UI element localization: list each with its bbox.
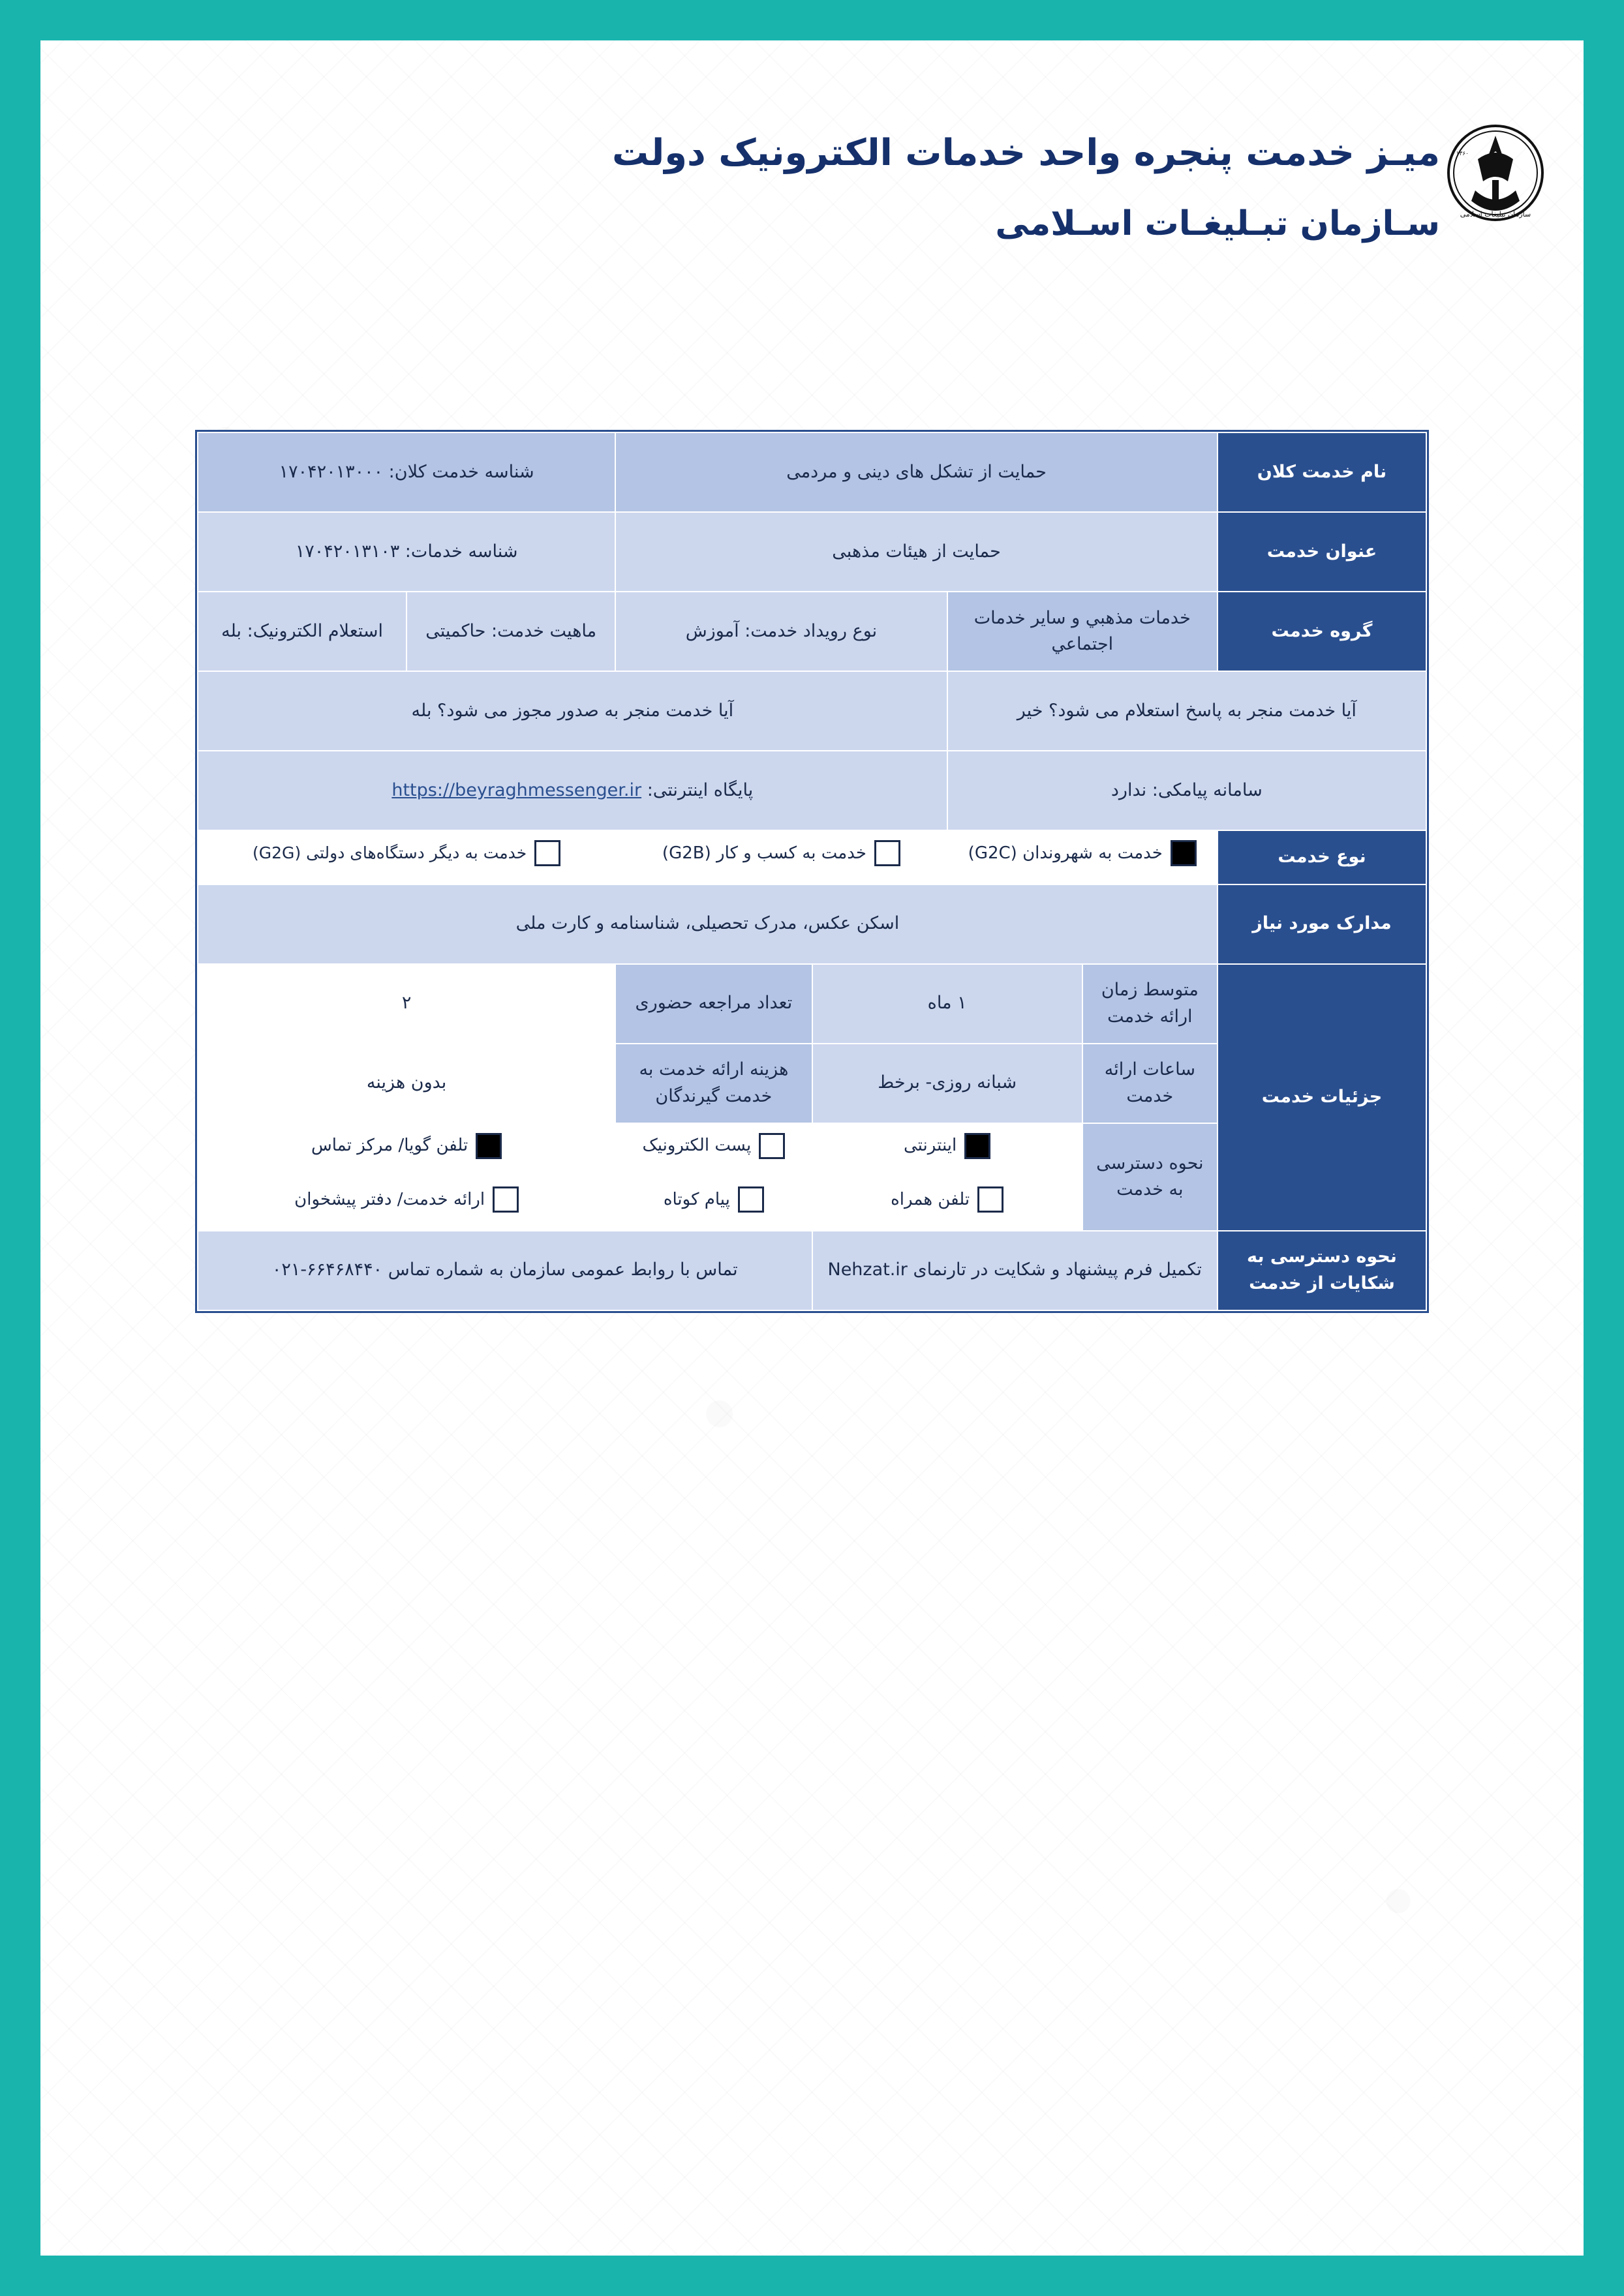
website-label: پایگاه اینترنتی:	[647, 779, 754, 800]
document-sheet	[40, 40, 1584, 2256]
event-type-value: نوع رویداد خدمت: آموزش	[615, 592, 947, 671]
access-option-mobile-label: تلفن همراه	[891, 1189, 970, 1209]
checkbox-office[interactable]	[493, 1186, 519, 1213]
macro-service-id: شناسه خدمت کلان: ۱۷۰۴۲۰۱۳۰۰۰	[198, 432, 615, 512]
inquiry-answer-value: آیا خدمت منجر به پاسخ استعلام می شود؟ خیر	[947, 671, 1426, 751]
table-row	[198, 830, 1426, 884]
macro-service-name-label: نام خدمت کلان	[1218, 432, 1426, 512]
cost-label: هزینه ارائه خدمت به خدمت گیرندگان	[615, 1044, 812, 1123]
access-option-office-label: ارائه خدمت/ دفتر پیشخوان	[294, 1189, 485, 1209]
header-titles	[612, 132, 1440, 243]
document-header	[80, 93, 1544, 295]
svg-text:سازمان تبلیغات اسلامی: سازمان تبلیغات اسلامی	[1460, 210, 1531, 219]
service-group-label: گروه خدمت	[1218, 592, 1426, 671]
table-row	[198, 964, 1426, 1044]
checkbox-internet[interactable]	[964, 1133, 990, 1159]
access-option-call-center-label: تلفن گویا/ مرکز تماس	[311, 1136, 468, 1155]
checkbox-g2c[interactable]	[1171, 840, 1197, 866]
service-title-value: حمایت از هیئات مذهبی	[615, 512, 1218, 592]
service-type-option-g2b[interactable]	[615, 830, 947, 884]
documents-label: مدارک مورد نیاز	[1218, 884, 1426, 964]
service-id: شناسه خدمات: ۱۷۰۴۲۰۱۳۱۰۳	[198, 512, 615, 592]
table-row	[198, 671, 1426, 751]
electronic-inquiry-value: استعلام الکترونیک: بله	[198, 592, 406, 671]
service-type-option-g2g[interactable]	[198, 830, 615, 884]
table-row	[198, 1231, 1426, 1310]
documents-value: اسکن عکس، مدرک تحصیلی، شناسنامه و کارت ملی	[198, 884, 1218, 964]
access-option-internet[interactable]	[812, 1123, 1082, 1177]
checkbox-sms[interactable]	[738, 1186, 764, 1213]
visits-label: تعداد مراجعه حضوری	[615, 964, 812, 1044]
service-table	[197, 432, 1427, 1311]
macro-service-name-value: حمایت از تشکل های دینی و مردمی	[615, 432, 1218, 512]
table-row	[198, 751, 1426, 830]
complaints-label: نحوه دسترسی به شکایات از خدمت	[1218, 1231, 1426, 1310]
checkbox-mobile[interactable]	[977, 1186, 1004, 1213]
table-row	[198, 432, 1426, 512]
service-type-label: نوع خدمت	[1218, 830, 1426, 884]
service-type-option-g2g-label: خدمت به دیگر دستگاه‌های دولتی (G2G)	[253, 843, 527, 863]
organization-logo-icon	[1447, 117, 1544, 228]
table-row	[198, 512, 1426, 592]
access-option-sms[interactable]	[615, 1177, 812, 1231]
access-option-mobile[interactable]	[812, 1177, 1082, 1231]
hours-value: شبانه روزی- برخط	[812, 1044, 1082, 1123]
service-type-option-g2c[interactable]	[947, 830, 1218, 884]
service-type-option-g2c-label: خدمت به شهروندان (G2C)	[968, 843, 1163, 863]
checkbox-g2g[interactable]	[534, 840, 560, 866]
license-issue-value: آیا خدمت منجر به صدور مجوز می شود؟ بله	[198, 671, 947, 751]
complaints-value-1: تکمیل فرم پیشنهاد و شکایت در تارنمای Nehzat.ir	[812, 1231, 1218, 1310]
table-row	[198, 592, 1426, 671]
complaints-value-2: تماس با روابط عمومی سازمان به شماره تماس ۶۶۴۶۸۴۴۰-۰۲۱	[198, 1231, 812, 1310]
checkbox-call-center[interactable]	[476, 1133, 502, 1159]
avg-time-label: متوسط زمان ارائه خدمت	[1082, 964, 1218, 1044]
website-cell	[198, 751, 947, 830]
access-option-internet-label: اینترنتی	[904, 1136, 957, 1155]
sms-system-value: سامانه پیامکی: ندارد	[947, 751, 1426, 830]
access-option-sms-label: پیام کوتاه	[663, 1189, 730, 1209]
service-table-container	[197, 432, 1427, 1311]
visits-value: ۲	[198, 964, 615, 1044]
cost-value: بدون هزینه	[198, 1044, 615, 1123]
service-nature-value: ماهیت خدمت: حاکمیتی	[406, 592, 615, 671]
access-option-call-center[interactable]	[198, 1123, 615, 1177]
svg-text:۱۳۶۰: ۱۳۶۰	[1456, 151, 1469, 157]
access-option-email-label: پست الکترونیک	[642, 1136, 752, 1155]
access-option-office[interactable]	[198, 1177, 615, 1231]
avg-time-value: ۱ ماه	[812, 964, 1082, 1044]
checkbox-email[interactable]	[759, 1133, 785, 1159]
service-group-value: خدمات مذهبي و سایر خدمات اجتماعي	[947, 592, 1218, 671]
table-row	[198, 884, 1426, 964]
header-title-secondary: سـازمان تبـلیغـات اسـلامی	[995, 204, 1440, 243]
details-label: جزئیات خدمت	[1218, 964, 1426, 1231]
access-label: نحوه دسترسی به خدمت	[1082, 1123, 1218, 1231]
hours-label: ساعات ارائه خدمت	[1082, 1044, 1218, 1123]
access-option-email[interactable]	[615, 1123, 812, 1177]
header-title-primary: میـز خدمت پنجره واحد خدمات الکترونیک دولت	[611, 132, 1440, 174]
website-link[interactable]: https://beyraghmessenger.ir	[391, 779, 642, 800]
service-title-label: عنوان خدمت	[1218, 512, 1426, 592]
checkbox-g2b[interactable]	[874, 840, 900, 866]
service-type-option-g2b-label: خدمت به کسب و کار (G2B)	[662, 843, 866, 863]
